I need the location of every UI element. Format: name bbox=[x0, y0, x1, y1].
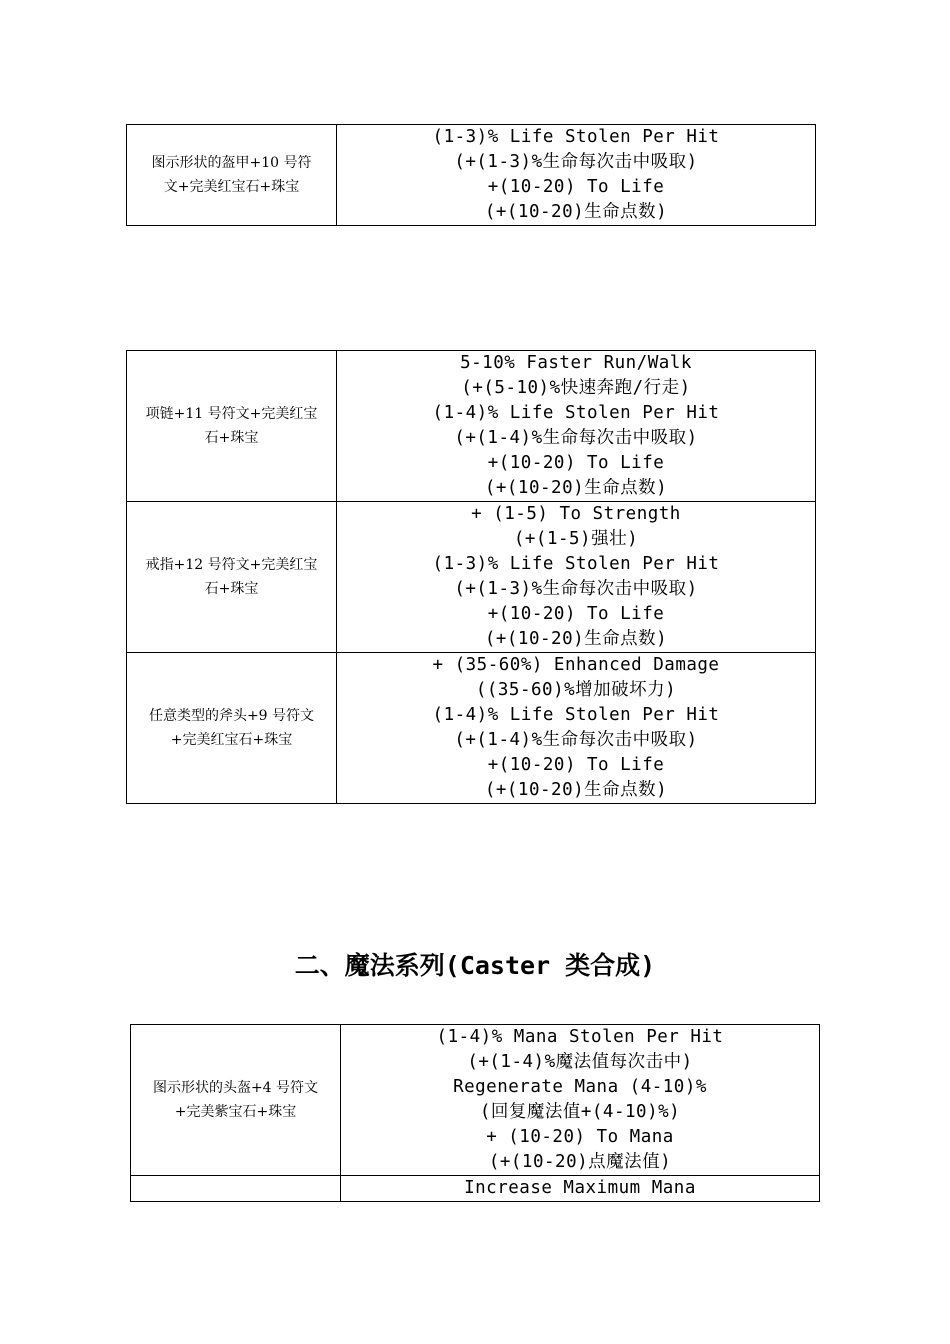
table-row bbox=[131, 1025, 820, 1176]
effects-cell bbox=[337, 125, 816, 226]
effect-line: (1-4)% Life Stolen Per Hit bbox=[432, 403, 720, 423]
effects-cell bbox=[341, 1176, 820, 1202]
ingredients-cell bbox=[127, 351, 337, 502]
effect-line: (+(10-20)生命点数) bbox=[484, 780, 668, 800]
effect-line: (+(1-3)%生命每次击中吸取) bbox=[454, 152, 698, 172]
ingredients-line: 项链+11 号符文+完美红宝 bbox=[145, 406, 318, 422]
effect-line: (+(10-20)生命点数) bbox=[484, 202, 668, 222]
recipe-table-3 bbox=[130, 1024, 820, 1202]
ingredients-line: +完美紫宝石+珠宝 bbox=[174, 1104, 297, 1120]
effect-line: (+(1-4)%魔法值每次击中) bbox=[467, 1052, 693, 1072]
ingredients-line: 任意类型的斧头+9 号符文 bbox=[148, 708, 315, 724]
ingredients-line: +完美红宝石+珠宝 bbox=[170, 732, 293, 748]
ingredients-line: 石+珠宝 bbox=[204, 430, 259, 446]
table-row bbox=[127, 502, 816, 653]
effect-line: (+(1-5)强壮) bbox=[513, 529, 639, 549]
effect-line: +(10-20) To Life bbox=[487, 453, 665, 473]
effects-cell bbox=[341, 1025, 820, 1176]
effect-line: (+(1-4)%生命每次击中吸取) bbox=[454, 730, 698, 750]
effect-line: +(10-20) To Life bbox=[487, 755, 665, 775]
effect-line: (+(10-20)生命点数) bbox=[484, 478, 668, 498]
effect-line: Regenerate Mana (4-10)% bbox=[453, 1077, 707, 1097]
table-row bbox=[127, 125, 816, 226]
effect-line: +(10-20) To Life bbox=[487, 177, 665, 197]
effect-line: (+(1-4)%生命每次击中吸取) bbox=[454, 428, 698, 448]
effects-cell bbox=[337, 351, 816, 502]
effect-line: 5-10% Faster Run/Walk bbox=[460, 353, 692, 373]
ingredients-line: 戒指+12 号符文+完美红宝 bbox=[145, 557, 318, 573]
effect-line: (1-4)% Life Stolen Per Hit bbox=[432, 705, 720, 725]
effects-cell bbox=[337, 502, 816, 653]
table-row bbox=[127, 351, 816, 502]
effect-line: (+(10-20)点魔法值) bbox=[488, 1152, 672, 1172]
effect-line: (+(5-10)%快速奔跑/行走) bbox=[461, 378, 691, 398]
section-heading: 二、魔法系列(Caster 类合成) bbox=[294, 951, 656, 980]
ingredients-line: 文+完美红宝石+珠宝 bbox=[163, 179, 300, 195]
effect-line: + (1-5) To Strength bbox=[471, 504, 681, 524]
ingredients-line: 石+珠宝 bbox=[204, 581, 259, 597]
effect-line: (+(10-20)生命点数) bbox=[484, 629, 668, 649]
ingredients-cell bbox=[127, 502, 337, 653]
recipe-table-1 bbox=[126, 124, 816, 226]
effect-line: Increase Maximum Mana bbox=[464, 1178, 696, 1198]
ingredients-cell bbox=[131, 1025, 341, 1176]
effect-line: +(10-20) To Life bbox=[487, 604, 665, 624]
recipe-table-2 bbox=[126, 350, 816, 804]
ingredients-line: 图示形状的头盔+4 号符文 bbox=[152, 1080, 319, 1096]
effect-line: (+(1-3)%生命每次击中吸取) bbox=[454, 579, 698, 599]
effect-line: (1-4)% Mana Stolen Per Hit bbox=[436, 1027, 724, 1047]
effect-line: + (10-20) To Mana bbox=[486, 1127, 674, 1147]
effect-line: (回复魔法值+(4-10)%) bbox=[479, 1102, 681, 1122]
ingredients-line: 图示形状的盔甲+10 号符 bbox=[151, 155, 312, 171]
table-row bbox=[127, 653, 816, 804]
ingredients-cell bbox=[127, 653, 337, 804]
effect-line: (1-3)% Life Stolen Per Hit bbox=[432, 127, 720, 147]
table-row bbox=[131, 1176, 820, 1202]
effects-cell bbox=[337, 653, 816, 804]
effect-line: + (35-60%) Enhanced Damage bbox=[432, 655, 720, 675]
ingredients-cell bbox=[127, 125, 337, 226]
effect-line: ((35-60)%增加破坏力) bbox=[475, 680, 677, 700]
ingredients-cell bbox=[131, 1176, 341, 1202]
effect-line: (1-3)% Life Stolen Per Hit bbox=[432, 554, 720, 574]
